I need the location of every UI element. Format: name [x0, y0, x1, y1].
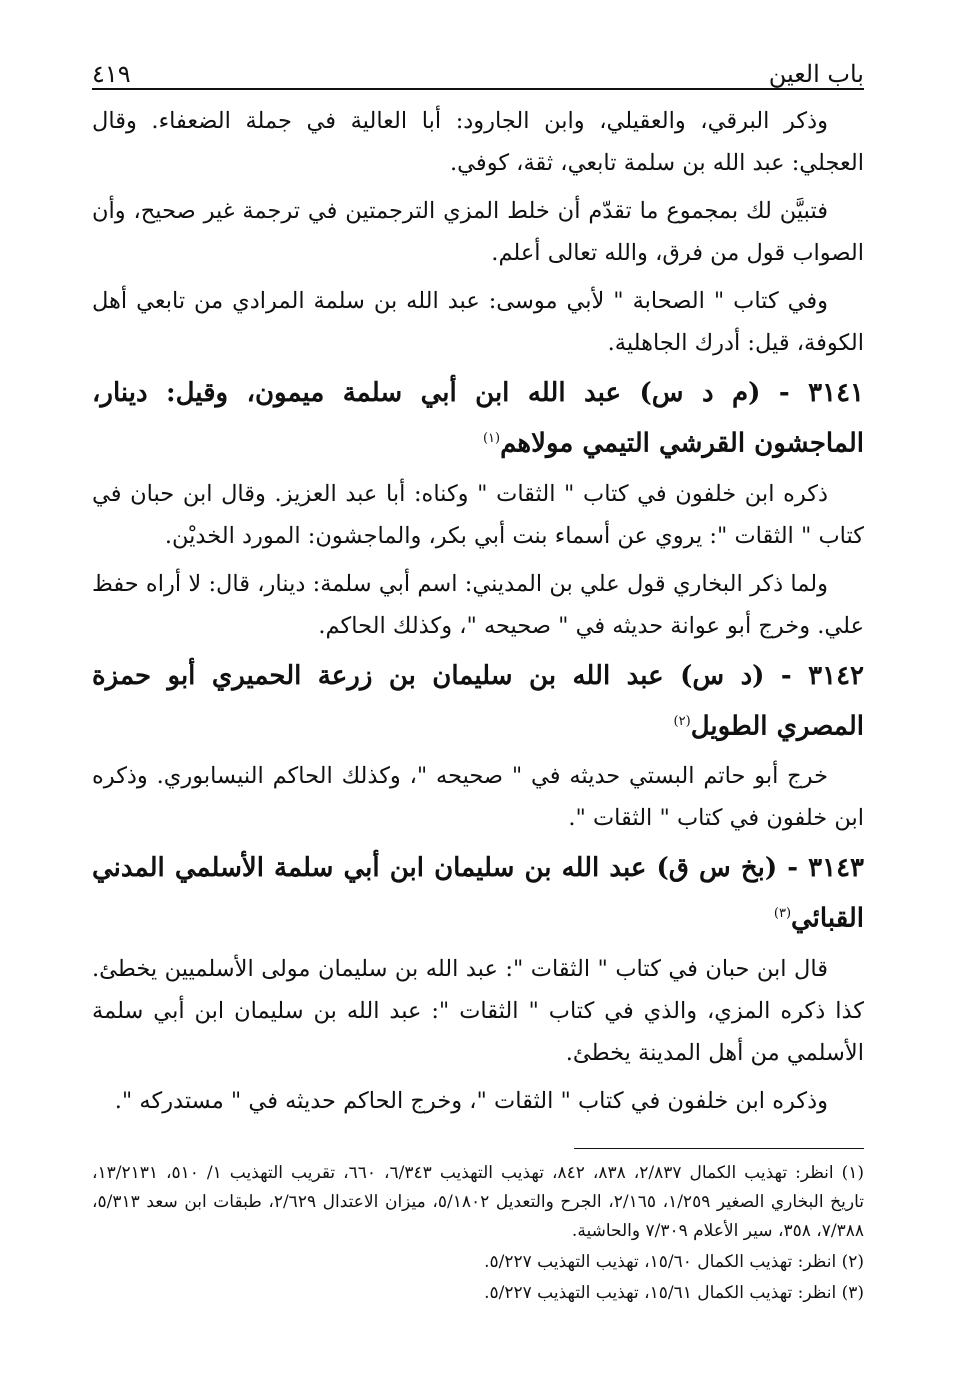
page-number: ٤١٩	[92, 60, 131, 88]
main-text	[92, 100, 864, 1122]
footnote-ref: (٢)	[673, 713, 691, 729]
chapter-title: باب العين	[768, 60, 864, 88]
entry-heading-3143	[92, 845, 864, 942]
footnote-ref: (١)	[482, 431, 501, 446]
paragraph-3: وفي كتاب " الصحابة " لأبي موسى: عبد الله بن سلمة المرادي من تابعي أهل الكوفة، قيل: أدرك الجاهلية.	[92, 288, 864, 356]
entry-heading-3142	[92, 653, 864, 750]
entry-title: ٣١٤٣ - (بخ س ق) عبد الله بن سليمان ابن أبي سلمة الأسلمي المدني القبائي	[92, 853, 864, 934]
footnote-2: (٢) انظر: تهذيب الكمال ١٥/٦٠، تهذيب التهذيب ٥/٢٢٧.	[484, 1251, 864, 1272]
entry-3143-paragraph-2: وذكره ابن خلفون في كتاب " الثقات "، وخرج الحاكم حديثه في " مستدركه ".	[114, 1087, 828, 1114]
entry-3141-paragraph-1: ذكره ابن خلفون في كتاب " الثقات " وكناه: أبا عبد العزيز. وقال ابن حبان في كتاب " الثقات ": يروي عن أسماء بنت أبي بكر، والماجشون: المورد الخديْن.	[92, 480, 864, 549]
entry-3143-paragraph-1: قال ابن حبان في كتاب " الثقات ": عبد الله بن سليمان مولى الأسلميين يخطئ. كذا ذكره المزي، والذي في كتاب " الثقات ": عبد الله بن سليمان ابن أبي سلمة الأسلمي من أهل المدينة يخطئ.	[92, 955, 864, 1066]
entry-title: ٣١٤٢ - (د س) عبد الله بن سليمان بن زرعة الحميري أبو حمزة المصري الطويل	[92, 660, 864, 742]
entry-3142-paragraph-1: خرج أبو حاتم البستي حديثه في " صحيحه "، وكذلك الحاكم النيسابوري. وذكره ابن خلفون في كتاب " الثقات ".	[92, 763, 864, 832]
footnote-ref: (٣)	[773, 906, 792, 922]
running-header	[92, 52, 864, 90]
footnote-3: (٣) انظر: تهذيب الكمال ١٥/٦١، تهذيب التهذيب ٥/٢٢٧.	[484, 1282, 864, 1303]
footnote-separator	[574, 1148, 864, 1149]
footnotes	[92, 1159, 864, 1308]
entry-title: ٣١٤١ - (م د س) عبد الله ابن أبي سلمة ميمون، وقيل: دينار، الماجشون القرشي التيمي مولاهم	[92, 378, 864, 459]
book-page	[92, 52, 864, 1310]
entry-3141-paragraph-2: ولما ذكر البخاري قول علي بن المديني: اسم أبي سلمة: دينار، قال: لا أراه حفظ علي. وخرج أبو عوانة حديثه في " صحيحه "، وكذلك الحاكم.	[92, 570, 864, 639]
footnote-1: (١) انظر: تهذيب الكمال ٢/٨٣٧، ٨٣٨، ٨٤٢، تهذيب التهذيب ٦/٣٤٣، ٦٦٠، تقريب التهذيب ١/ ٥١٠، ١٣/٢١٣١، تاريخ البخاري الصغير ١/٢٥٩، ٢/١٦٥، الجرح والتعديل ٥/١٨٠٢، ميزان الاعتدال ٢/٦٢٩، طبقات ابن سعد ٥/٣١٣، ٧/٣٨٨، ٣٥٨، سير الأعلام ٧/٣٠٩ والحاشية.	[92, 1162, 865, 1241]
paragraph-1: وذكر البرقي، والعقيلي، وابن الجارود: أبا العالية في جملة الضعفاء. وقال العجلي: عبد الله بن سلمة تابعي، ثقة، كوفي.	[92, 108, 864, 176]
entry-heading-3141	[92, 370, 864, 467]
paragraph-2: فتبيَّن لك بمجموع ما تقدّم أن خلط المزي الترجمتين في ترجمة غير صحيح، وأن الصواب قول من فرق، والله تعالى أعلم.	[92, 198, 864, 266]
